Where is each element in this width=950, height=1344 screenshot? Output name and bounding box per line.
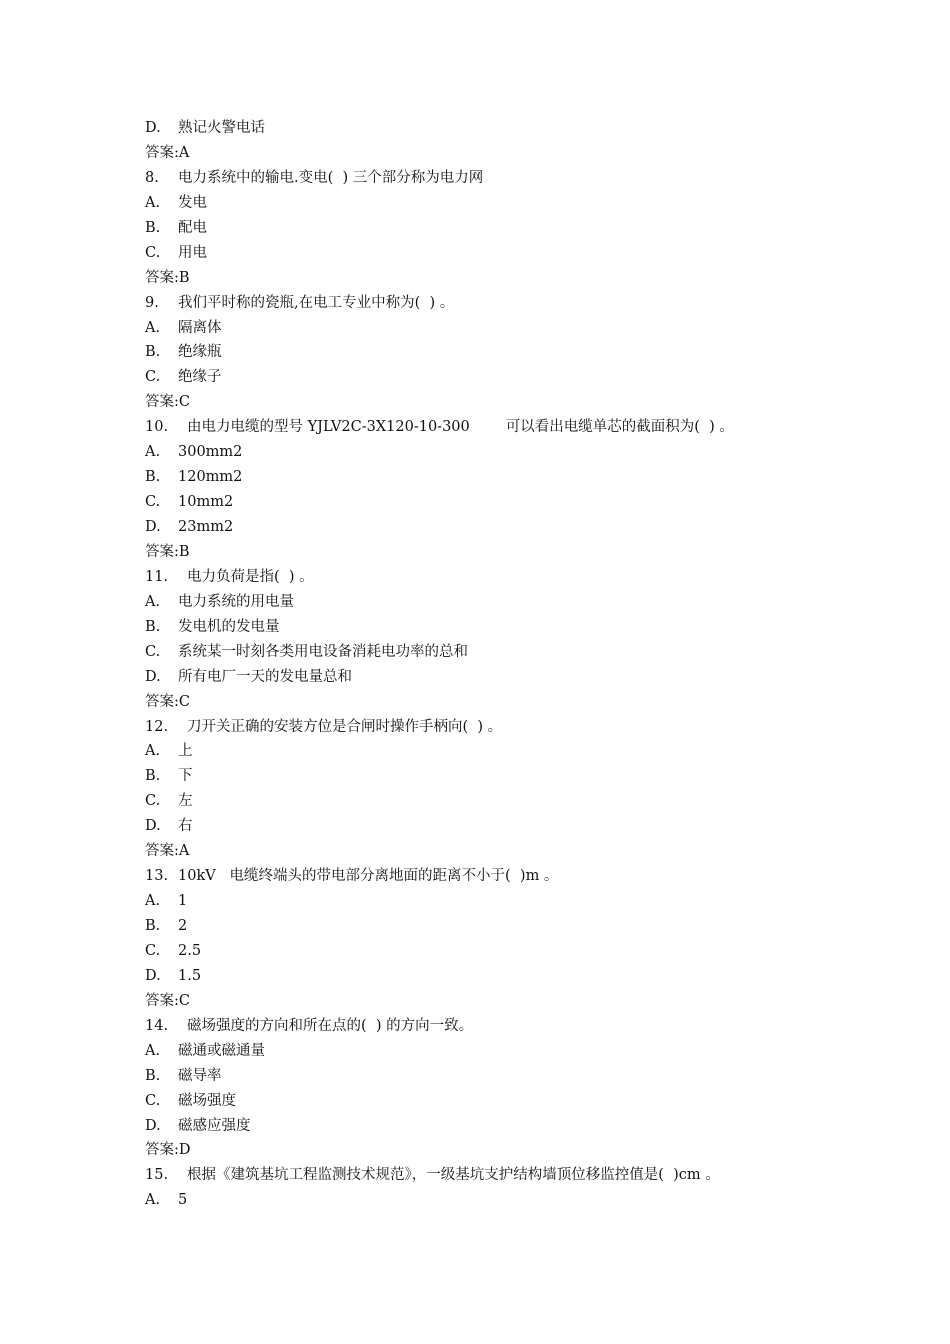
option-line: [145, 1039, 845, 1064]
option-text: 磁导率: [178, 1067, 222, 1084]
option-letter: A.: [145, 1192, 161, 1209]
answer-text: 答案:C: [145, 693, 190, 710]
option-text: 上: [178, 743, 193, 760]
option-line: [145, 1188, 845, 1213]
option-text: 23mm2: [178, 519, 234, 535]
question-number: 15.: [145, 1167, 169, 1184]
option-letter: B.: [145, 918, 161, 934]
option-letter: B.: [145, 344, 161, 361]
option-text: 5: [178, 1192, 188, 1209]
option-letter: B.: [145, 469, 161, 486]
option-letter: A.: [145, 1042, 161, 1059]
answer-line: [145, 540, 845, 565]
option-text: 磁场强度: [178, 1092, 236, 1109]
option-line: [145, 365, 845, 390]
option-letter: C.: [145, 1092, 161, 1109]
option-letter: A.: [145, 194, 161, 211]
option-letter: A.: [145, 444, 161, 461]
option-line: [145, 490, 845, 515]
question-line: [145, 166, 845, 191]
option-line: [145, 316, 845, 341]
option-line: [145, 241, 845, 266]
option-line: [145, 191, 845, 216]
option-line: [145, 939, 845, 964]
option-text: 120mm2: [178, 469, 243, 486]
option-text: 绝缘瓶: [178, 344, 222, 361]
option-line: [145, 340, 845, 365]
option-line: [145, 590, 845, 615]
question-line: [145, 291, 845, 316]
option-line: [145, 216, 845, 241]
option-letter: C.: [145, 494, 161, 511]
option-line: [145, 789, 845, 814]
option-line: [145, 739, 845, 764]
question-line: [145, 1014, 845, 1039]
option-letter: C.: [145, 793, 161, 810]
option-text: 发电机的发电量: [178, 618, 280, 635]
option-letter: A.: [145, 593, 161, 610]
option-line: [145, 814, 845, 839]
answer-text: 答案:C: [145, 394, 190, 411]
option-text: 系统某一时刻各类用电设备消耗电功率的总和: [178, 643, 468, 660]
option-text: 10mm2: [178, 494, 234, 511]
question-text: 10kV 电缆终端头的带电部分离地面的距离不小于( )m 。: [178, 868, 559, 885]
option-text: 用电: [178, 244, 207, 261]
answer-text: 答案:B: [145, 543, 190, 560]
option-letter: B.: [145, 768, 161, 785]
option-letter: C.: [145, 942, 161, 959]
question-number: 13.: [145, 868, 169, 885]
question-number: 11.: [145, 568, 169, 585]
answer-line: [145, 266, 845, 291]
option-letter: B.: [145, 618, 161, 635]
option-line: [145, 465, 845, 490]
option-line: [145, 116, 845, 141]
option-letter: D.: [145, 818, 161, 835]
question-text: 磁场强度的方向和所在点的( ) 的方向一致。: [187, 1017, 474, 1034]
question-text: 由电力电缆的型号 YJLV2C-3X120-10-300: [187, 419, 470, 436]
option-letter: D.: [145, 120, 161, 136]
question-line: [145, 1163, 845, 1188]
document-page: [145, 116, 845, 1213]
option-line: [145, 764, 845, 789]
option-text: 配电: [178, 219, 207, 236]
question-line: [145, 715, 845, 740]
option-letter: C.: [145, 244, 161, 261]
answer-text: 答案:D: [145, 1142, 191, 1159]
option-line: [145, 914, 845, 939]
question-text: 根据《建筑基坑工程监测技术规范》，一级基坑支护结构墙顶位移监控值是( )cm 。: [187, 1167, 720, 1184]
option-text: 2.5: [178, 942, 202, 959]
question-number: 14.: [145, 1017, 169, 1034]
option-letter: D.: [145, 967, 161, 984]
answer-text: 答案:A: [145, 144, 190, 161]
question-number: 9.: [145, 294, 159, 311]
option-text: 绝缘子: [178, 369, 222, 386]
option-letter: D.: [145, 1117, 161, 1134]
option-text: 2: [178, 918, 188, 934]
option-text: 左: [178, 793, 193, 810]
answer-line: [145, 839, 845, 864]
answer-text: 答案:C: [145, 992, 190, 1009]
question-number: 10.: [145, 419, 169, 436]
option-line: [145, 1114, 845, 1139]
question-text: 刀开关正确的安装方位是合闸时操作手柄向( ) 。: [187, 718, 503, 735]
question-number: 12.: [145, 718, 169, 735]
question-line: [145, 565, 845, 590]
option-letter: B.: [145, 219, 161, 236]
answer-line: [145, 690, 845, 715]
option-letter: C.: [145, 643, 161, 660]
option-line: [145, 1064, 845, 1089]
option-text: 磁感应强度: [178, 1117, 251, 1134]
question-text: 我们平时称的瓷瓶,在电工专业中称为( ) 。: [178, 294, 455, 311]
question-line: [145, 415, 845, 440]
answer-line: [145, 989, 845, 1014]
option-letter: D.: [145, 519, 161, 535]
answer-text: 答案:A: [145, 843, 190, 860]
question-text-continued: 可以看出电缆单芯的截面积为( ) 。: [505, 419, 734, 436]
option-line: [145, 640, 845, 665]
option-text: 所有电厂一天的发电量总和: [178, 668, 352, 685]
option-letter: A.: [145, 743, 161, 760]
question-line: [145, 864, 845, 889]
option-text: 电力系统的用电量: [178, 593, 294, 610]
option-line: [145, 440, 845, 465]
option-letter: A.: [145, 893, 161, 910]
option-line: [145, 615, 845, 640]
question-number: 8.: [145, 169, 159, 186]
option-text: 300mm2: [178, 444, 243, 461]
answer-line: [145, 390, 845, 415]
option-text: 隔离体: [178, 319, 222, 336]
option-text: 发电: [178, 194, 207, 211]
answer-line: [145, 1138, 845, 1163]
option-text: 1.5: [178, 967, 202, 984]
option-text: 右: [178, 818, 193, 835]
option-letter: A.: [145, 319, 161, 336]
option-letter: B.: [145, 1067, 161, 1084]
question-text: 电力系统中的输电.变电( ) 三个部分称为电力网: [178, 169, 484, 186]
option-line: [145, 1089, 845, 1114]
question-text: 电力负荷是指( ) 。: [187, 568, 314, 585]
option-text: 1: [178, 893, 188, 910]
option-text: 下: [178, 768, 193, 785]
answer-text: 答案:B: [145, 269, 190, 286]
option-line: [145, 964, 845, 989]
option-text: 磁通或磁通量: [178, 1042, 265, 1059]
option-line: [145, 889, 845, 914]
option-letter: C.: [145, 369, 161, 386]
option-text: 熟记火警电话: [178, 120, 265, 136]
option-line: [145, 515, 845, 540]
answer-line: [145, 141, 845, 166]
option-letter: D.: [145, 668, 161, 685]
option-line: [145, 665, 845, 690]
